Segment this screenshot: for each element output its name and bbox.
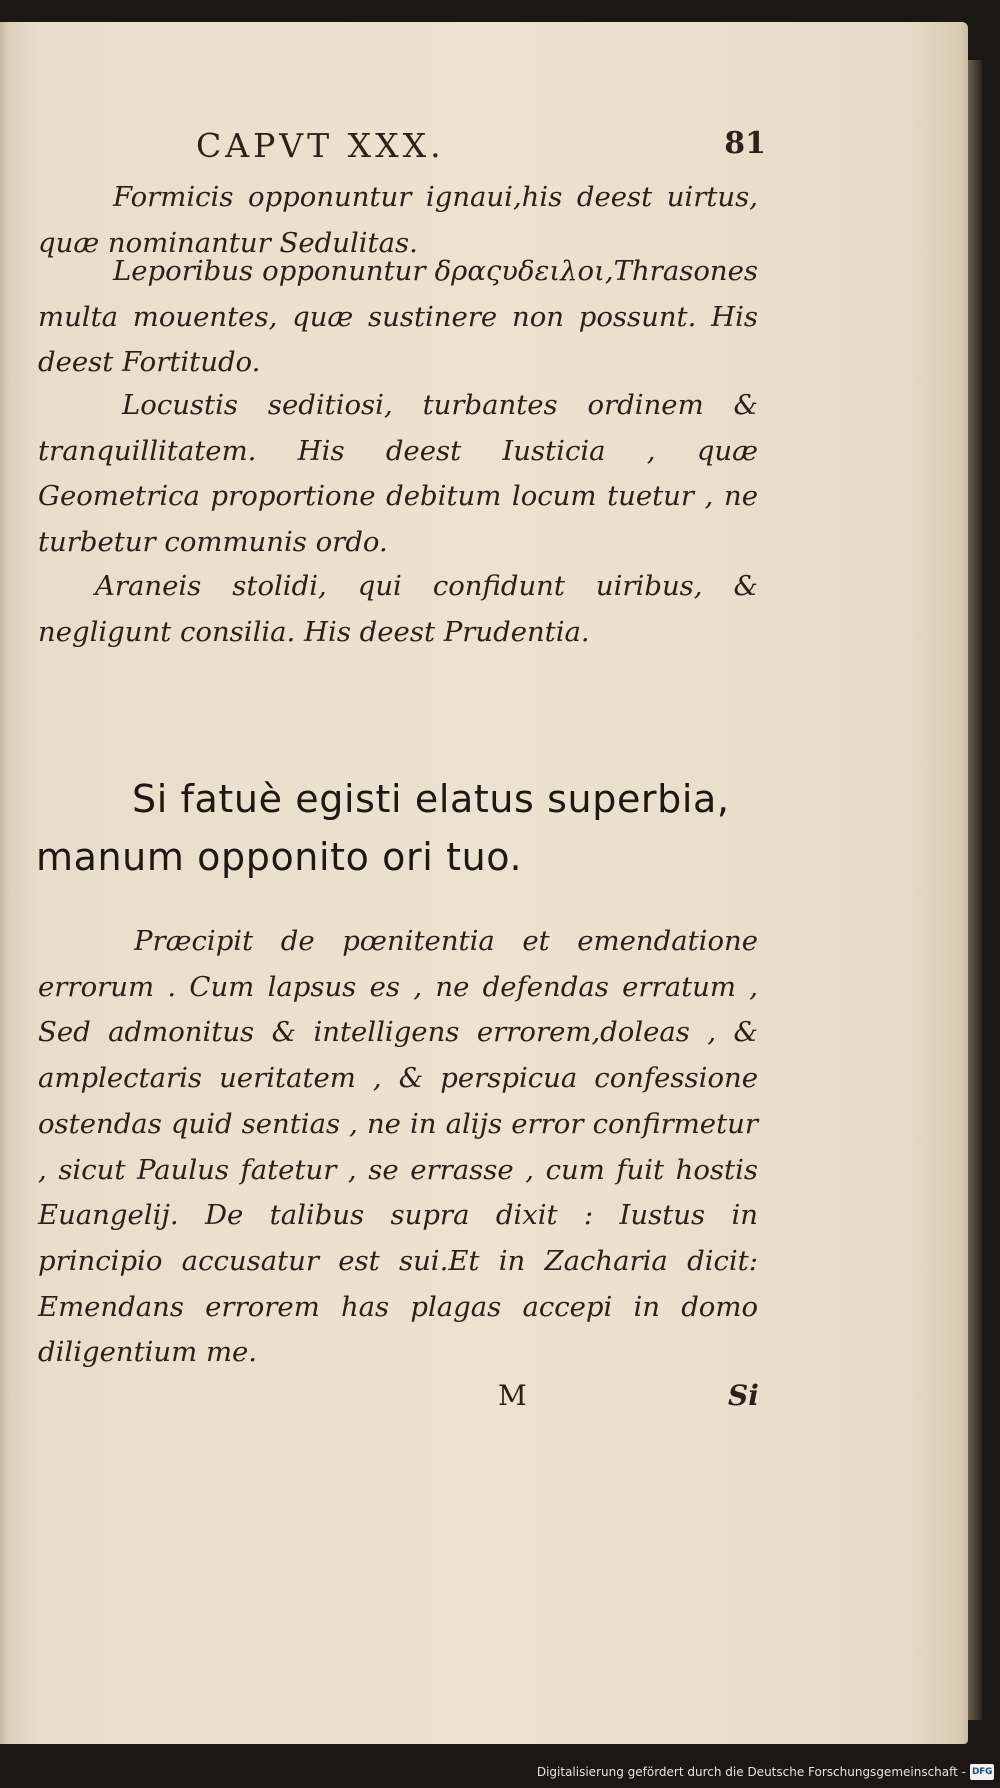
paragraph-formicis: Formicis opponuntur ignaui,his deest uirtus, quæ nominantur Sedulitas. <box>38 181 758 259</box>
paragraph-locustis: Locustis seditiosi, turbantes ordinem & tranquillitatem. His deest Iusticia , quæ Geometrica proportione debitum locum tuetur , ne turbetur communis ordo. <box>38 389 758 558</box>
digitization-credit: Digitalisierung gefördert durch die Deutsche Forschungsgemeinschaft - <box>536 1765 966 1779</box>
catchline <box>0 1379 968 1419</box>
commentary-paragraph: Præcipit de pœnitentia et emendatione errorum . Cum lapsus es , ne defendas erratum , Sed admonitus & intelligens errorem,doleas , & amplectaris ueritatem , & perspicua confessione ostendas quid sentias , ne in alijs error confirmetur , sicut Paulus fatetur , se errasse , cum fuit hostis Euangelij. De talibus supra dixit : Iustus in principio accusatur est sui.Et in Zacharia dicit: Emendans errorem has plagas accepi in domo diligentium me. <box>38 925 758 1369</box>
catchword: Si <box>728 1379 759 1412</box>
running-head <box>196 126 766 170</box>
paragraph-leporibus: Leporibus opponuntur δραςυδειλοι,Thrasones multa mouentes, quæ sustinere non possunt. His deest Fortitudo. <box>38 255 758 378</box>
chapter-title: CAPVT XXX. <box>196 126 445 165</box>
paragraph-araneis: Araneis stolidi, qui confidunt uiribus, & negligunt consilia. His deest Prudentia. <box>38 570 758 648</box>
signature-mark: M <box>498 1379 527 1412</box>
proverb-heading: Si fatuè egisti elatus superbia, manum opponito ori tuo. <box>36 777 730 879</box>
dfg-logo: DFG <box>970 1764 994 1780</box>
page-number: 81 <box>724 126 766 161</box>
book-page <box>0 22 968 1744</box>
page-edge <box>968 60 982 1720</box>
